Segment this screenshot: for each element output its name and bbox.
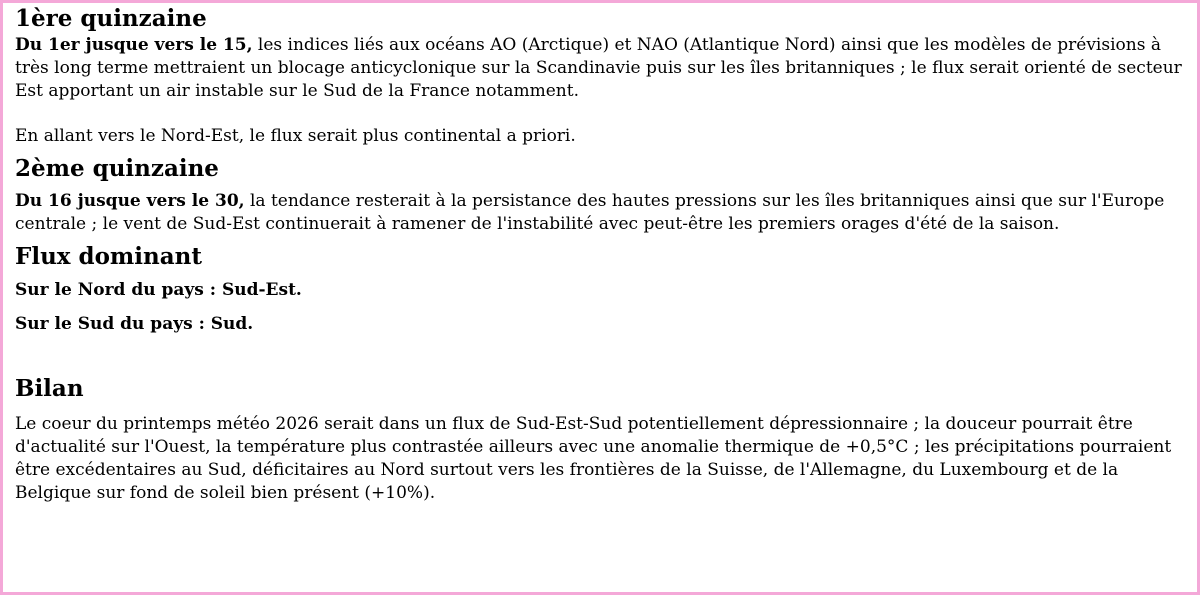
first-fortnight-paragraph	[15, 34, 1190, 103]
summary-paragraph: Le coeur du printemps météo 2026 serait dans un flux de Sud-Est-Sud potentiellement dépressionnaire ; la douceur pourrait être d'actualité sur l'Ouest, la température plus contrastée ailleurs avec une anomalie thermique de +0,5°C ; les précipitations pourraient être excédentaires au Sud, déficitaires au Nord surtout vers les frontières de la Suisse, de l'Allemagne, du Luxembourg et de la Belgique sur fond de soleil bien présent (+10%).	[15, 414, 1172, 503]
dominant-flow-north: Sur le Nord du pays : Sud-Est.	[15, 280, 302, 300]
heading-first-fortnight: 1ère quinzaine	[15, 5, 207, 32]
second-fortnight-paragraph	[15, 190, 1190, 236]
second-fortnight-date-range: Du 16 jusque vers le 30,	[15, 191, 245, 211]
first-fortnight-text: les indices liés aux océans AO (Arctique) et NAO (Atlantique Nord) ainsi que les modèles de prévisions à très long terme mettraient un blocage anticyclonique sur la Scandinavie puis sur les îles britanniques ; le flux serait orienté de secteur Est apportant un air instable sur le Sud de la France notamment.	[15, 35, 1182, 101]
first-fortnight-note: En allant vers le Nord-Est, le flux serait plus continental a priori.	[15, 126, 576, 146]
first-fortnight-date-range: Du 1er jusque vers le 15,	[15, 35, 253, 55]
heading-second-fortnight: 2ème quinzaine	[15, 155, 219, 182]
heading-dominant-flow: Flux dominant	[15, 243, 202, 270]
second-fortnight-text: la tendance resterait à la persistance des hautes pressions sur les îles britanniques ainsi que sur l'Europe centrale ; le vent de Sud-Est continuerait à ramener de l'instabilité avec peut-être les premiers orages d'été de la saison.	[15, 191, 1165, 234]
heading-summary: Bilan	[15, 375, 84, 402]
dominant-flow-south: Sur le Sud du pays : Sud.	[15, 314, 254, 334]
forecast-article	[15, 4, 1190, 505]
